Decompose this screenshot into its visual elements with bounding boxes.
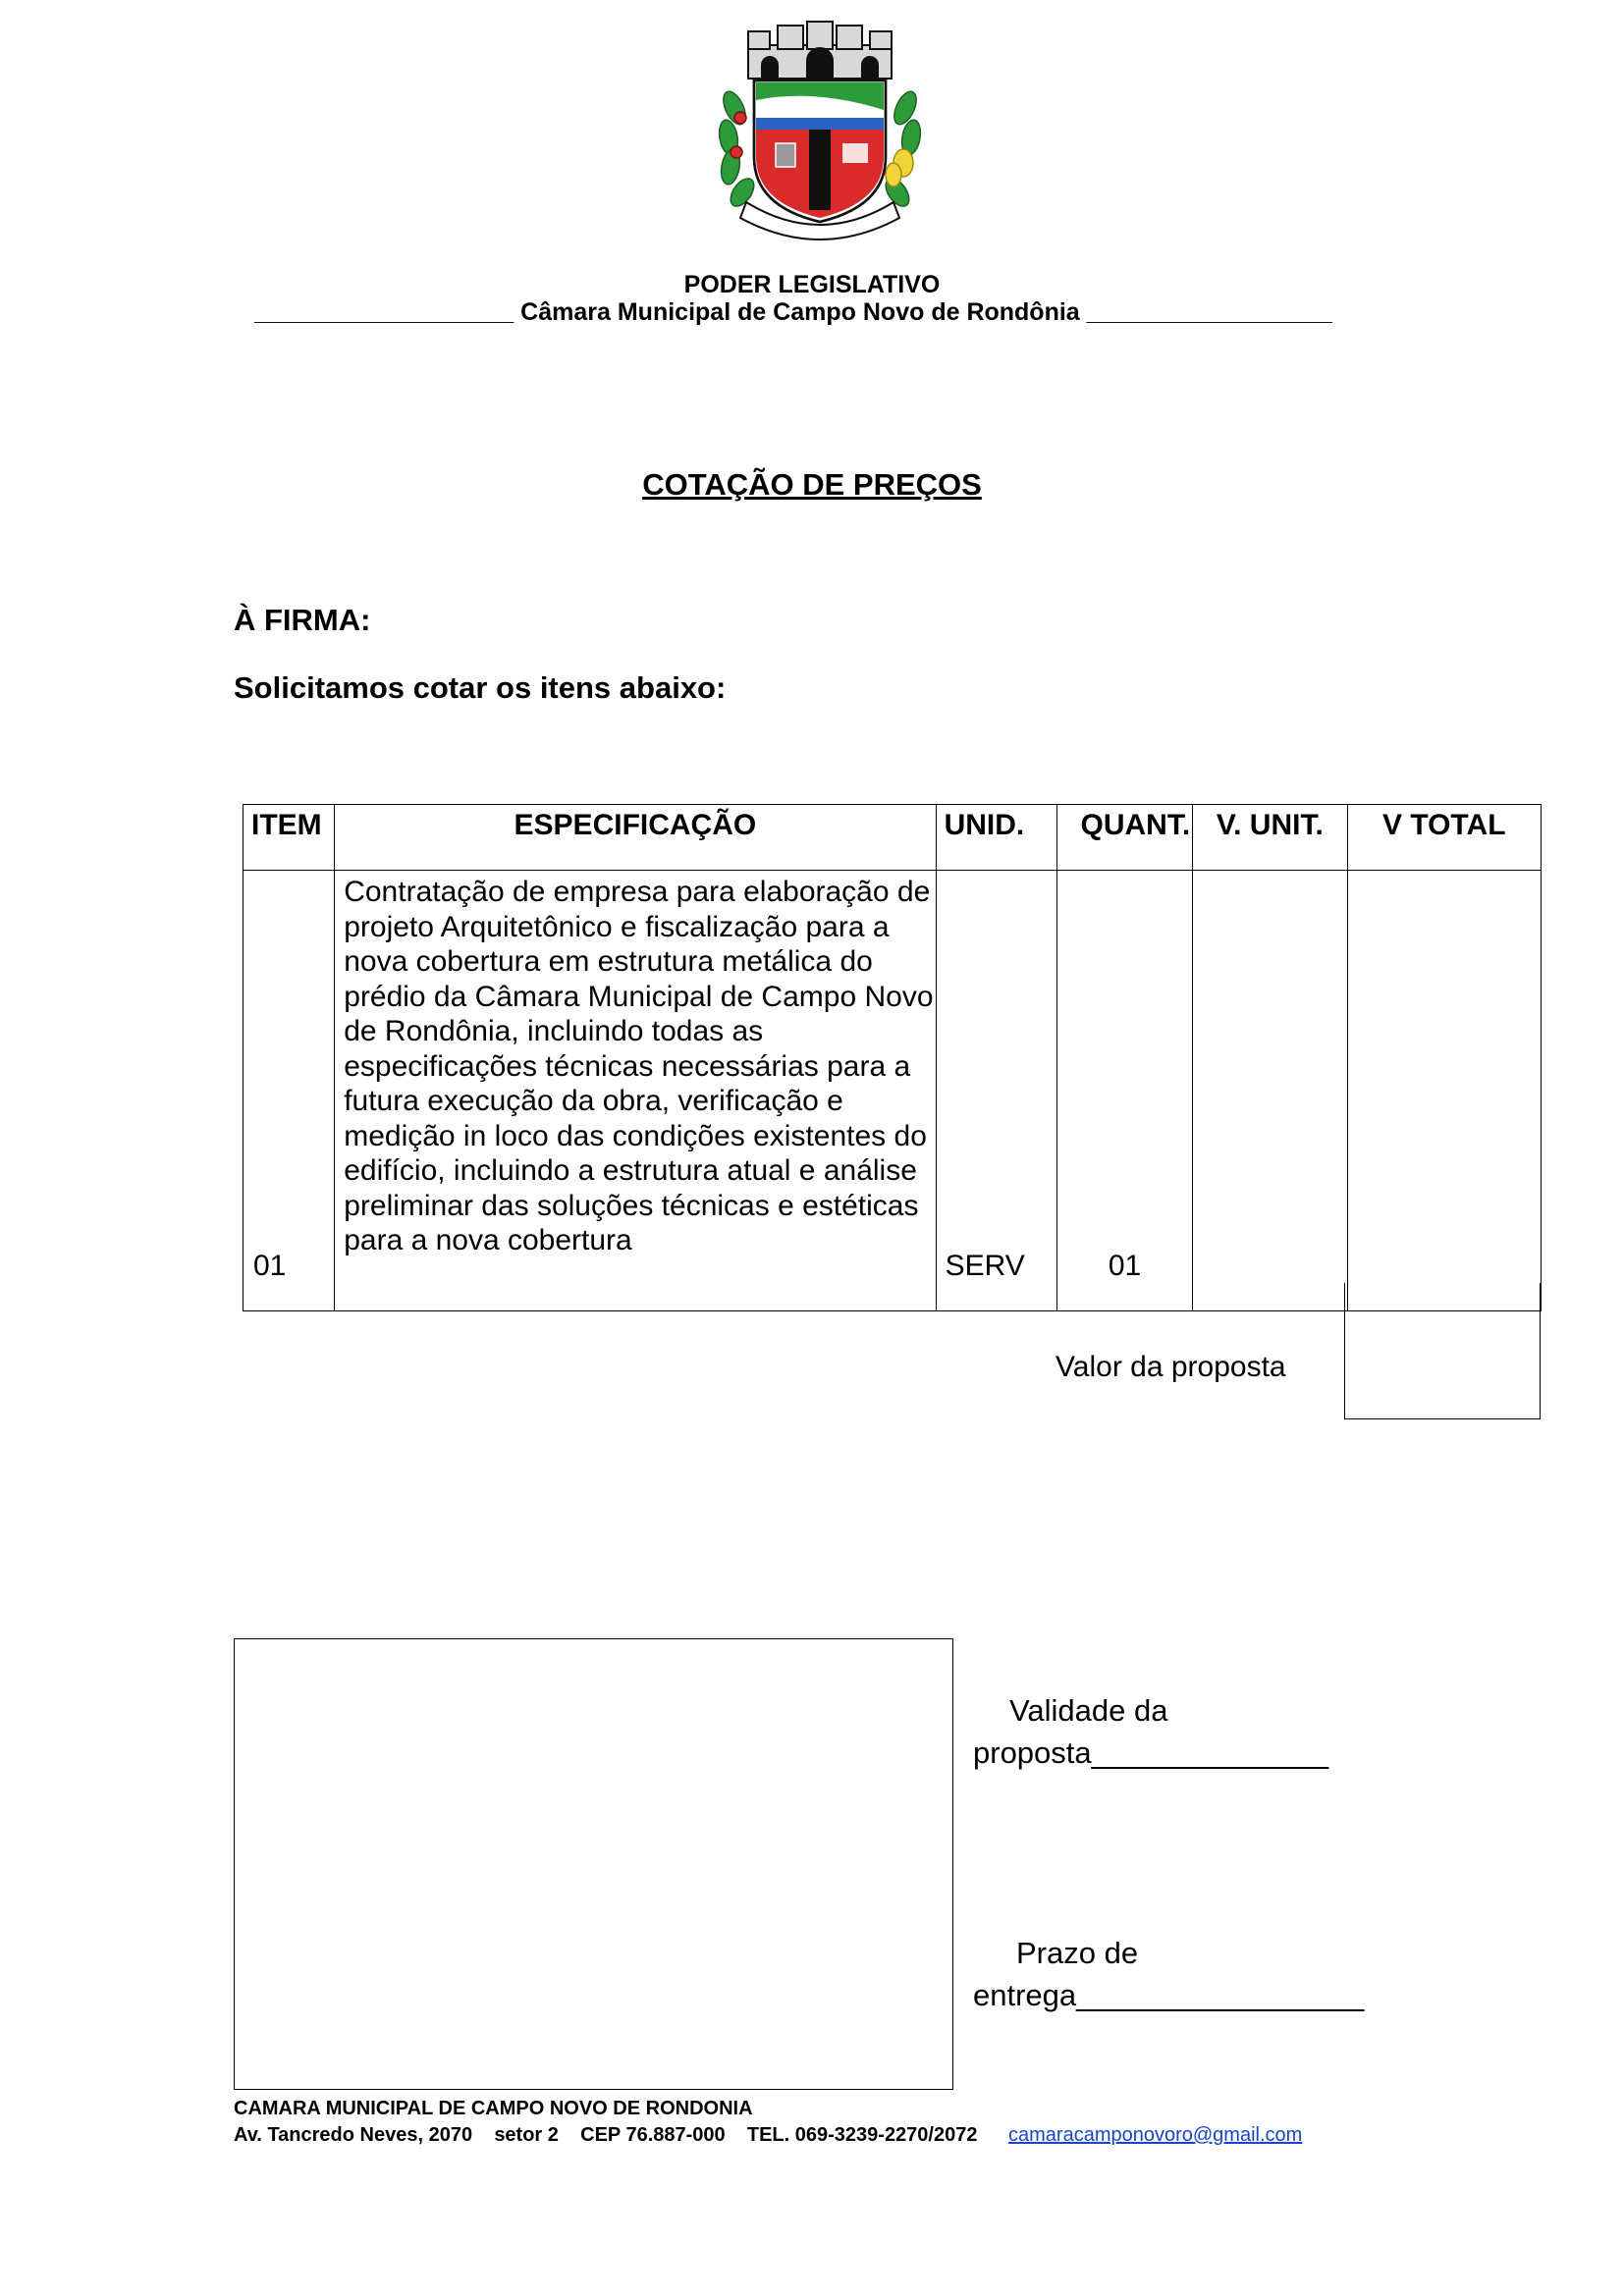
cell-unid: SERV	[936, 871, 1056, 1311]
col-header-spec: ESPECIFICAÇÃO	[335, 805, 936, 871]
footer-org: CAMARA MUNICIPAL DE CAMPO NOVO DE RONDONIA	[234, 2098, 753, 2119]
validity-field[interactable]: proposta______________	[973, 1735, 1329, 1770]
proposal-value-box[interactable]	[1344, 1283, 1541, 1419]
cell-vtotal[interactable]	[1347, 871, 1542, 1311]
validity-label: Validade da	[1009, 1693, 1168, 1728]
col-header-vtotal: V TOTAL	[1347, 805, 1542, 871]
laurel-left-icon	[717, 88, 759, 210]
cell-item: 01	[244, 871, 335, 1311]
footer-email-link[interactable]: camaracamponovoro@gmail.com	[1008, 2124, 1303, 2146]
header-chamber: ___________________ Câmara Municipal de Campo Novo de Rondônia __________________	[254, 298, 1332, 326]
delivery-label: Prazo de	[1016, 1936, 1139, 1970]
shield-icon	[754, 80, 886, 222]
firma-label: À FIRMA:	[234, 603, 371, 637]
col-header-item: ITEM	[244, 805, 335, 871]
header-org: PODER LEGISLATIVO	[683, 271, 941, 298]
laurel-right-icon	[881, 88, 923, 210]
cell-spec: Contratação de empresa para elaboração de projeto Arquitetônico e fiscalização para a nova cobertura em estrutura metálica do prédio da Câmara Municipal de Campo Novo de Rondônia, incluindo todas as especificações técnicas necessárias para a futura execução da obra, verificação e medição in loco das condições existentes do edifício, incluindo a estrutura atual e análise preliminar das soluções técnicas e estéticas para a nova cobertura	[335, 871, 936, 1311]
cell-quant: 01	[1056, 871, 1192, 1311]
items-table	[243, 804, 1542, 1311]
stamp-signature-box[interactable]	[234, 1638, 953, 2090]
crown-icon	[748, 22, 892, 79]
col-header-quant: QUANT.	[1056, 805, 1192, 871]
cell-vunit[interactable]	[1193, 871, 1347, 1311]
request-text: Solicitamos cotar os itens abaixo:	[234, 670, 727, 705]
municipal-crest	[717, 20, 923, 240]
col-header-vunit: V. UNIT.	[1193, 805, 1347, 871]
proposal-value-label: Valor da proposta	[1056, 1351, 1286, 1383]
delivery-field[interactable]: entrega_________________	[973, 1978, 1365, 2012]
footer-address: Av. Tancredo Neves, 2070 setor 2 CEP 76.887-000 TEL. 069-3239-2270/2072	[234, 2124, 978, 2146]
table-row	[244, 871, 1542, 1311]
col-header-unid: UNID.	[936, 805, 1056, 871]
page-title: COTAÇÃO DE PREÇOS	[642, 467, 982, 502]
table-header-row	[244, 805, 1542, 871]
